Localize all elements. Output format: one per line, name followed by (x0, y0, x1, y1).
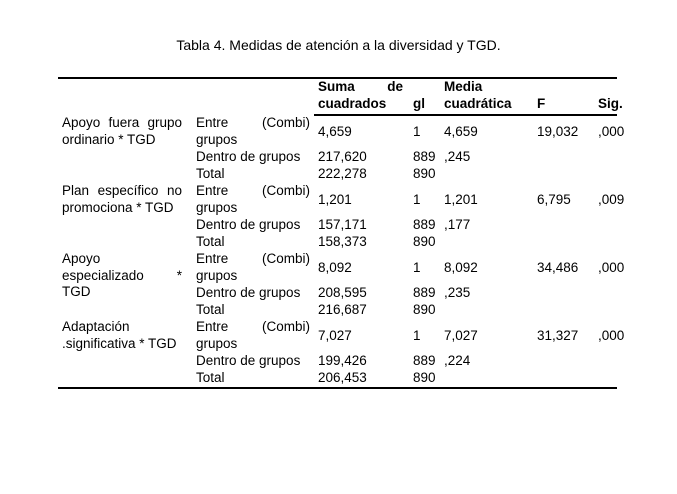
header-row (58, 78, 617, 115)
cell-gl: 890 (413, 234, 436, 249)
cell-source: Entre (Combi) grupos (196, 183, 310, 215)
cell-sig (597, 234, 617, 251)
header-media-cuadratica: Media cuadrática (444, 78, 537, 115)
cell-source: Dentro de grupos (196, 149, 301, 164)
header-empty-label-col (58, 78, 192, 115)
table-caption: Tabla 4. Medidas de atención a la diversidad y TGD. (176, 37, 501, 53)
cell-gl: 889 (413, 149, 436, 164)
cell-sig: ,000 (598, 327, 625, 343)
cell-sig (597, 353, 617, 370)
cell-suma-de-cuadrados: 7,027 (318, 327, 352, 343)
cell-sig: ,000 (598, 259, 625, 275)
cell-f: 19,032 (537, 124, 579, 140)
header-gl: gl (409, 78, 444, 115)
cell-gl: 889 (413, 285, 436, 300)
cell-f: 6,795 (537, 191, 571, 207)
cell-gl: 890 (413, 166, 436, 181)
cell-f (537, 285, 597, 302)
cell-f (537, 370, 597, 388)
cell-f: 31,327 (537, 327, 579, 343)
table-row (58, 319, 617, 353)
table-body (58, 115, 625, 388)
cell-f (537, 234, 597, 251)
cell-source: Entre (Combi) grupos (196, 251, 310, 283)
table-row (58, 115, 617, 149)
cell-media-cuadratica: 1,201 (444, 191, 478, 207)
cell-suma-de-cuadrados: 222,278 (318, 166, 367, 181)
cell-gl: 1 (413, 259, 421, 275)
cell-suma-de-cuadrados: 206,453 (318, 370, 367, 385)
cell-f (537, 149, 597, 166)
cell-f (537, 217, 597, 234)
cell-source: Entre (Combi) grupos (196, 319, 310, 351)
row-group-label: Apoyo especializado * TGD (62, 251, 182, 299)
cell-media-cuadratica: 7,027 (444, 327, 478, 343)
cell-sig (597, 302, 617, 319)
cell-f (537, 302, 597, 319)
cell-suma-de-cuadrados: 208,595 (318, 285, 367, 300)
header-empty-source-col (192, 78, 314, 115)
cell-sig (597, 217, 617, 234)
cell-media-cuadratica (444, 166, 537, 183)
cell-gl: 1 (413, 124, 421, 140)
row-group-label: Plan específico no promociona * TGD (62, 183, 182, 215)
cell-sig (597, 370, 617, 388)
cell-sig: ,000 (598, 124, 625, 140)
cell-sig (597, 166, 617, 183)
cell-suma-de-cuadrados: 4,659 (318, 124, 352, 140)
cell-gl: 1 (413, 327, 421, 343)
cell-f (537, 353, 597, 370)
cell-suma-de-cuadrados: 1,201 (318, 191, 352, 207)
anova-table (58, 77, 625, 389)
cell-suma-de-cuadrados: 217,620 (318, 149, 367, 164)
cell-sig (597, 149, 617, 166)
cell-gl: 890 (413, 302, 436, 317)
cell-gl: 890 (413, 370, 436, 385)
cell-source: Dentro de grupos (196, 353, 301, 368)
table-row (58, 183, 617, 217)
cell-media-cuadratica: 8,092 (444, 259, 478, 275)
row-group-label: Adaptación .significativa * TGD (62, 319, 177, 351)
cell-f: 34,486 (537, 259, 579, 275)
cell-sig: ,009 (598, 191, 625, 207)
cell-source: Dentro de grupos (196, 285, 301, 300)
cell-source: Dentro de grupos (196, 217, 301, 232)
cell-media-cuadratica: ,235 (444, 285, 471, 300)
cell-suma-de-cuadrados: 158,373 (318, 234, 367, 249)
cell-source: Total (196, 302, 225, 317)
header-suma-de-cuadrados: Suma de cuadrados (314, 78, 409, 115)
header-f: F (537, 78, 597, 115)
cell-media-cuadratica (444, 302, 537, 319)
cell-gl: 889 (413, 353, 436, 368)
row-group-label: Apoyo fuera grupo ordinario * TGD (62, 115, 182, 147)
cell-gl: 1 (413, 191, 421, 207)
cell-source: Total (196, 166, 225, 181)
cell-media-cuadratica: ,177 (444, 217, 471, 232)
cell-suma-de-cuadrados: 157,171 (318, 217, 367, 232)
table-header (58, 78, 623, 115)
cell-source: Total (196, 234, 225, 249)
table-row (58, 251, 617, 285)
cell-source: Entre (Combi) grupos (196, 115, 310, 147)
cell-gl: 889 (413, 217, 436, 232)
cell-suma-de-cuadrados: 199,426 (318, 353, 367, 368)
cell-sig (597, 285, 617, 302)
cell-suma-de-cuadrados: 8,092 (318, 259, 352, 275)
header-sig: Sig. (597, 78, 617, 115)
cell-media-cuadratica (444, 234, 537, 251)
cell-f (537, 166, 597, 183)
cell-media-cuadratica: ,224 (444, 353, 471, 368)
cell-media-cuadratica: ,245 (444, 149, 471, 164)
cell-media-cuadratica (444, 370, 537, 388)
cell-suma-de-cuadrados: 216,687 (318, 302, 367, 317)
cell-source: Total (196, 370, 225, 385)
cell-media-cuadratica: 4,659 (444, 124, 478, 140)
